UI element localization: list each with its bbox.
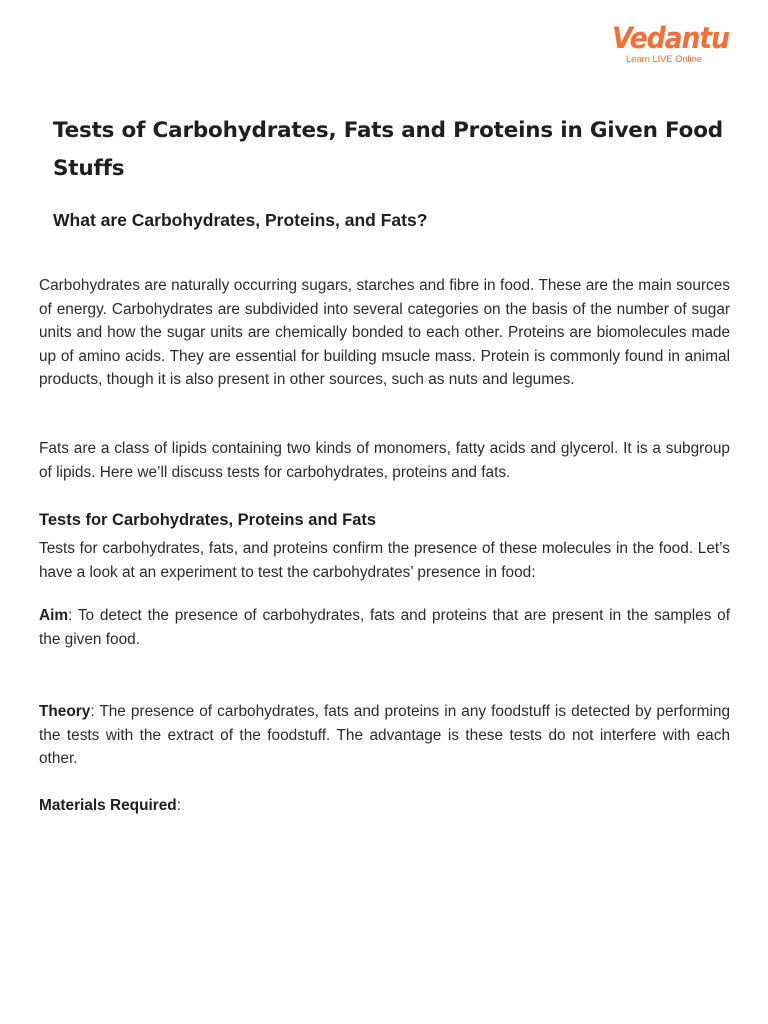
aim-text: : To detect the presence of carbohydrates, fats and proteins that are present in the samples of the given food.	[39, 607, 730, 648]
vedantu-logo	[612, 20, 729, 72]
materials-label: Materials Required	[39, 797, 177, 814]
section-subtitle: What are Carbohydrates, Proteins, and Fats?	[53, 210, 428, 230]
tests-paragraph: Tests for carbohydrates, fats, and proteins confirm the presence of these molecules in the food. Let’s have a look at an experiment to test the carbohydrates’ presence in food:	[39, 540, 730, 581]
theory-label: Theory	[39, 703, 91, 720]
fats-paragraph: Fats are a class of lipids containing two kinds of monomers, fatty acids and glycerol. It is a subgroup of lipids. Here we’ll discuss tests for carbohydrates, proteins and fats.	[39, 440, 730, 481]
tests-heading: Tests for Carbohydrates, Proteins and Fats	[39, 511, 377, 529]
aim-paragraph	[39, 604, 730, 651]
logo-tagline: Learn LIVE Online	[626, 54, 702, 65]
intro-paragraph: Carbohydrates are naturally occurring sugars, starches and fibre in food. These are the main sources of energy. Carbohydrates are subdivided into several categories on the basis of the number of sugar units and how the sugar units are chemically bonded to each other. Proteins are biomolecules made up of amino acids. They are essential for building msucle mass. Protein is commonly found in animal products, though it is also present in other sources, such as nuts and legumes.	[39, 277, 730, 389]
materials-line	[39, 794, 181, 818]
theory-text: : The presence of carbohydrates, fats and proteins in any foodstuff is detected by performing the tests with the extract of the foodstuff. The advantage is these tests do not interfere with each other.	[39, 703, 730, 768]
aim-label: Aim	[39, 607, 69, 624]
document-title: Tests of Carbohydrates, Fats and Proteins in Given Food Stuffs	[53, 118, 723, 181]
materials-colon: :	[176, 797, 181, 814]
theory-paragraph	[39, 700, 730, 771]
logo-wordmark: Vedantu	[612, 21, 729, 55]
